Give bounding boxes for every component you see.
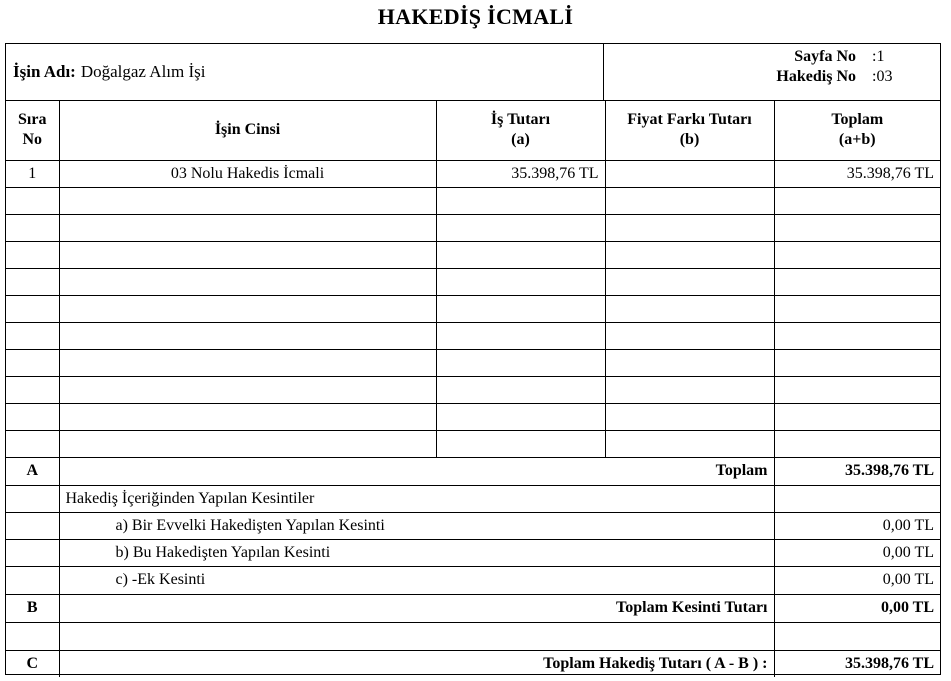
deduction-a-row: [6, 512, 940, 539]
col-work-type: İşin Cinsi: [59, 100, 436, 160]
row-work: 03 Nolu Hakedis İcmali: [59, 160, 436, 187]
page-number-label: Sayfa No: [794, 48, 856, 65]
empty-row: [6, 295, 940, 322]
row-total: 35.398,76 TL: [774, 160, 940, 187]
row-price-difference: [605, 160, 774, 187]
deduction-b-label: b) Bu Hakedişten Yapılan Kesinti: [59, 539, 774, 566]
payment-number-value: :03: [872, 68, 893, 85]
total-b-row: [6, 594, 940, 622]
page-title: HAKEDİŞ İCMALİ: [377, 4, 574, 29]
empty-row: [6, 322, 940, 349]
total-c-value: 35.398,76 TL: [774, 650, 940, 677]
total-b-code: B: [6, 594, 59, 622]
total-b-label: Toplam Kesinti Tutarı: [59, 594, 774, 622]
empty-row: [6, 241, 940, 268]
deductions-title-row: [6, 485, 940, 512]
empty-row: [6, 403, 940, 430]
deduction-c-row: [6, 566, 940, 594]
total-c-row: [6, 650, 940, 677]
table-row: [6, 160, 940, 187]
deduction-b-value: 0,00 TL: [774, 539, 940, 566]
empty-row: [6, 376, 940, 403]
deduction-a-value: 0,00 TL: [774, 512, 940, 539]
empty-row: [6, 187, 940, 214]
deduction-b-row: [6, 539, 940, 566]
empty-row: [6, 349, 940, 376]
table-header-row: [6, 100, 940, 160]
total-c-code: C: [6, 650, 59, 677]
total-c-label: Toplam Hakediş Tutarı ( A - B ) :: [59, 650, 774, 677]
col-sira-no: Sıra No: [6, 100, 59, 160]
deductions-title: Hakediş İçeriğinden Yapılan Kesintiler: [59, 485, 774, 512]
total-a-value: 35.398,76 TL: [774, 457, 940, 485]
empty-row: [6, 214, 940, 241]
col-total: Toplam (a+b): [774, 100, 940, 160]
total-a-label: Toplam: [59, 457, 774, 485]
deduction-c-value: 0,00 TL: [774, 566, 940, 594]
page-number-value: :1: [872, 48, 885, 65]
total-a-row: [6, 457, 940, 485]
summary-sheet: [5, 43, 941, 675]
summary-table: [6, 100, 940, 677]
empty-row: [6, 430, 940, 457]
row-amount: 35.398,76 TL: [436, 160, 605, 187]
deduction-c-label: c) -Ek Kesinti: [59, 566, 774, 594]
total-b-value: 0,00 TL: [774, 594, 940, 622]
job-name-value: Doğalgaz Alım İşi: [80, 62, 206, 81]
col-work-amount: İş Tutarı (a): [436, 100, 605, 160]
total-a-code: A: [6, 457, 59, 485]
job-name-label: İşin Adı:: [13, 62, 76, 81]
payment-number-label: Hakediş No: [776, 68, 856, 85]
row-number: 1: [6, 160, 59, 187]
col-price-difference: Fiyat Farkı Tutarı (b): [605, 100, 774, 160]
payment-number-row: [605, 68, 940, 88]
deduction-a-label: a) Bir Evvelki Hakedişten Yapılan Kesinti: [59, 512, 774, 539]
header-meta: [605, 44, 940, 100]
spacer-row: [6, 622, 940, 650]
job-name-cell: [6, 44, 604, 100]
page-number-row: [605, 48, 940, 68]
sheet-header: [6, 44, 940, 101]
empty-row: [6, 268, 940, 295]
